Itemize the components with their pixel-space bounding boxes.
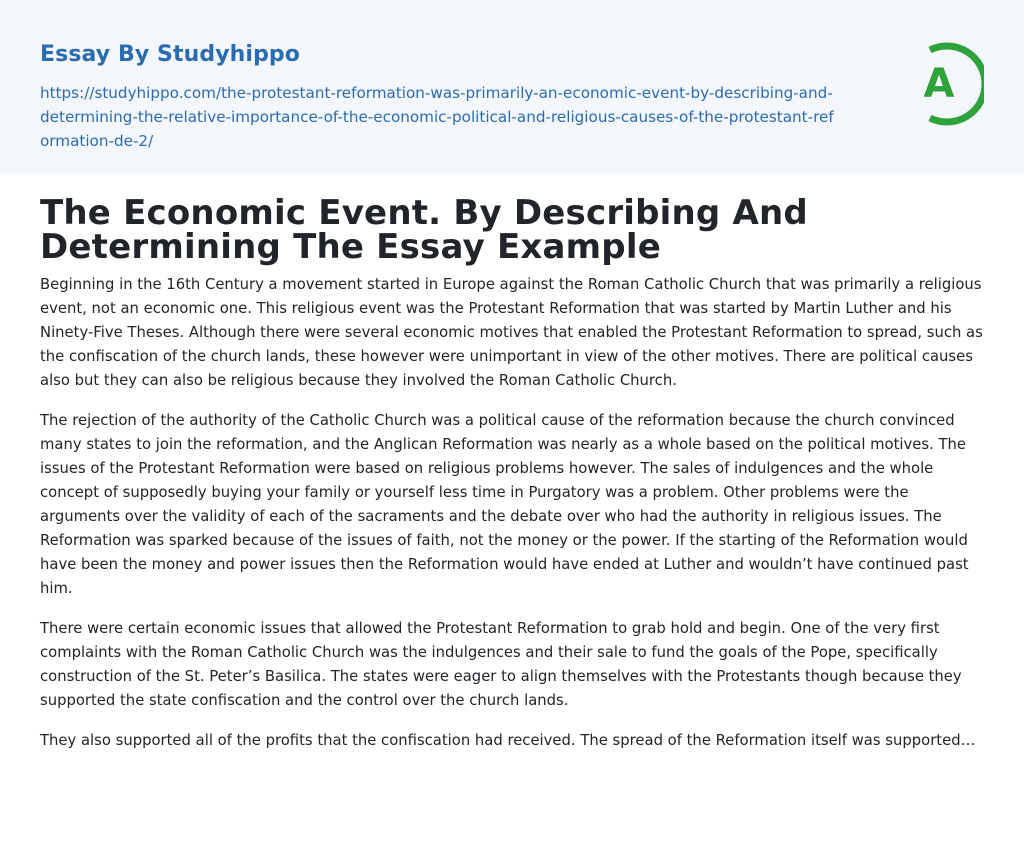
essay-paragraph: There were certain economic issues that allowed the Protestant Reformation to grab hold and begin. One of the very first complaints with the Roman Catholic Church was the indulgences and their sale to fund the goals of the Pope, specifically construction of the St. Peter’s Basilica. The states were eager to align themselves with the Protestants though because they supported the state confiscation and the control over the church lands. bbox=[40, 620, 962, 709]
logo-letter: A bbox=[923, 61, 955, 107]
essay-paragraph: Beginning in the 16th Century a movement started in Europe against the Roman Catholic Church that was primarily a religious event, not an economic one. This religious event was the Protestant Reformation that was started by Martin Luther and his Ninety-Five Theses. Although there were several economic motives that enabled the Protestant Reformation to spread, such as the confiscation of the church lands, these however were unimportant in view of the other motives. There are political causes also but they can also be religious because they involved the Roman Catholic Church. bbox=[40, 276, 983, 389]
essay-paragraph: The rejection of the authority of the Catholic Church was a political cause of the reformation because the church convinced many states to join the reformation, and the Anglican Reformation was nearly as a whole based on the political motives. The issues of the Protestant Reformation were based on religious problems however. The sales of indulgences and the whole concept of supposedly buying your family or yourself less time in Purgatory was a problem. Other problems were the arguments over the validity of each of the sacraments and the debate over who had the authority in religious issues. The Reformation was sparked because of the issues of faith, not the money or the power. If the starting of the Reformation would have been the money and power issues then the Reformation would have ended at Luther and wouldn’t have continued past him. bbox=[40, 412, 969, 597]
brand-title[interactable]: Essay By Studyhippo bbox=[40, 42, 300, 67]
essay-paragraph: They also supported all of the profits that the confiscation had received. The spread of the Reformation itself was supported… bbox=[40, 732, 976, 749]
site-header bbox=[0, 0, 1024, 174]
studyhippo-logo-icon[interactable] bbox=[912, 42, 984, 126]
essay-body bbox=[40, 273, 986, 769]
essay-title: The Economic Event. By Describing And Determining The Essay Example bbox=[40, 193, 808, 267]
source-url-link[interactable]: https://studyhippo.com/the-protestant-reformation-was-primarily-an-economic-event-by-describing-and-determining-the-relative-importance-of-the-economic-political-and-religious-causes-of-the-protestant-reformation-de-2/ bbox=[40, 84, 834, 150]
